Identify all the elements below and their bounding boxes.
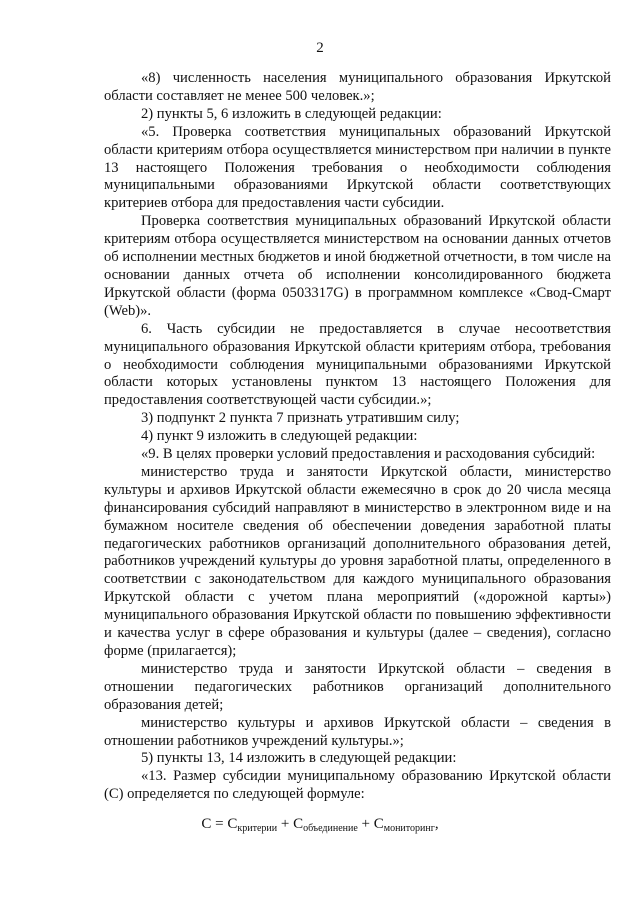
paragraph: «13. Размер субсидии муниципальному образованию Иркутской области (С) определяется по следующей формуле:	[104, 768, 611, 803]
paragraph: «5. Проверка соответствия муниципальных образований Иркутской области критериям отбора осуществляется министерством при наличии в пункте 13 настоящего Положения требования о необходимости соблюдения муниципальными образованиями Иркутской области соответствующих критериев отбора для предоставления части субсидии.	[104, 123, 611, 212]
paragraph: 3) подпункт 2 пункта 7 признать утратившим силу;	[141, 410, 460, 427]
formula-end: ,	[434, 816, 439, 832]
paragraph: «9. В целях проверки условий предоставления и расходования субсидий:	[141, 446, 596, 463]
paragraph: министерство культуры и архивов Иркутской области – сведения в отношении работников учреждений культуры.»;	[104, 714, 611, 749]
page-number: 2	[316, 40, 324, 56]
paragraph: Проверка соответствия муниципальных образований Иркутской области критериям отбора осуществляется министерством на основании данных отчетов об исполнении местных бюджетов и иной бюджетной отчетности, в том числе на основании данных отчета об исполнении консолидированного бюджета Иркутской области (форма 0503317G) в программном комплексе «Свод-Смарт (Web)».	[104, 213, 611, 319]
formula-subscript-monitoring: мониторинг	[383, 823, 435, 834]
paragraph: 4) пункт 9 изложить в следующей редакции:	[141, 428, 418, 445]
formula-plus: + С	[357, 816, 384, 832]
paragraph: министерство труда и занятости Иркутской области – сведения в отношении педагогических работников организаций дополнительного образования детей;	[104, 660, 611, 713]
formula-lhs: С = С	[201, 816, 238, 832]
formula-subscript-criteria: критерии	[237, 823, 278, 834]
formula-subscript-merger: объединение	[303, 823, 358, 834]
paragraph: 2) пункты 5, 6 изложить в следующей редакции:	[141, 105, 442, 122]
paragraph: 5) пункты 13, 14 изложить в следующей редакции:	[141, 750, 457, 767]
subsidy-formula	[0, 816, 640, 834]
formula-plus: + С	[277, 816, 304, 832]
document-body	[104, 70, 611, 804]
paragraph: министерство труда и занятости Иркутской области, министерство культуры и архивов Иркутской области ежемесячно в срок до 20 числа месяца финансирования субсидий направляют в министерство в электронном виде и на бумажном носителе сведения об обеспечении доведения заработной платы педагогических работников организаций дополнительного образования детей, работников учреждений культуры до уровня заработной платы, определенного в соответствии с законодательством для каждого муниципального образования Иркутской области с учетом плана мероприятий («дорожной карты») муниципального образования Иркутской области по повышению эффективности и качества услуг в сфере образования и культуры (далее – сведения), согласно форме (прилагается);	[104, 463, 611, 659]
paragraph: «8) численность населения муниципального образования Иркутской области составляет не менее 500 человек.»;	[104, 70, 611, 104]
paragraph: 6. Часть субсидии не предоставляется в случае несоответствия муниципального образования Иркутской области критериям отбора, требования о необходимости соблюдения муниципальными образованиями Иркутской области которых установлены пунктом 13 настоящего Положения для предоставления соответствующей части субсидии.»;	[104, 320, 611, 409]
